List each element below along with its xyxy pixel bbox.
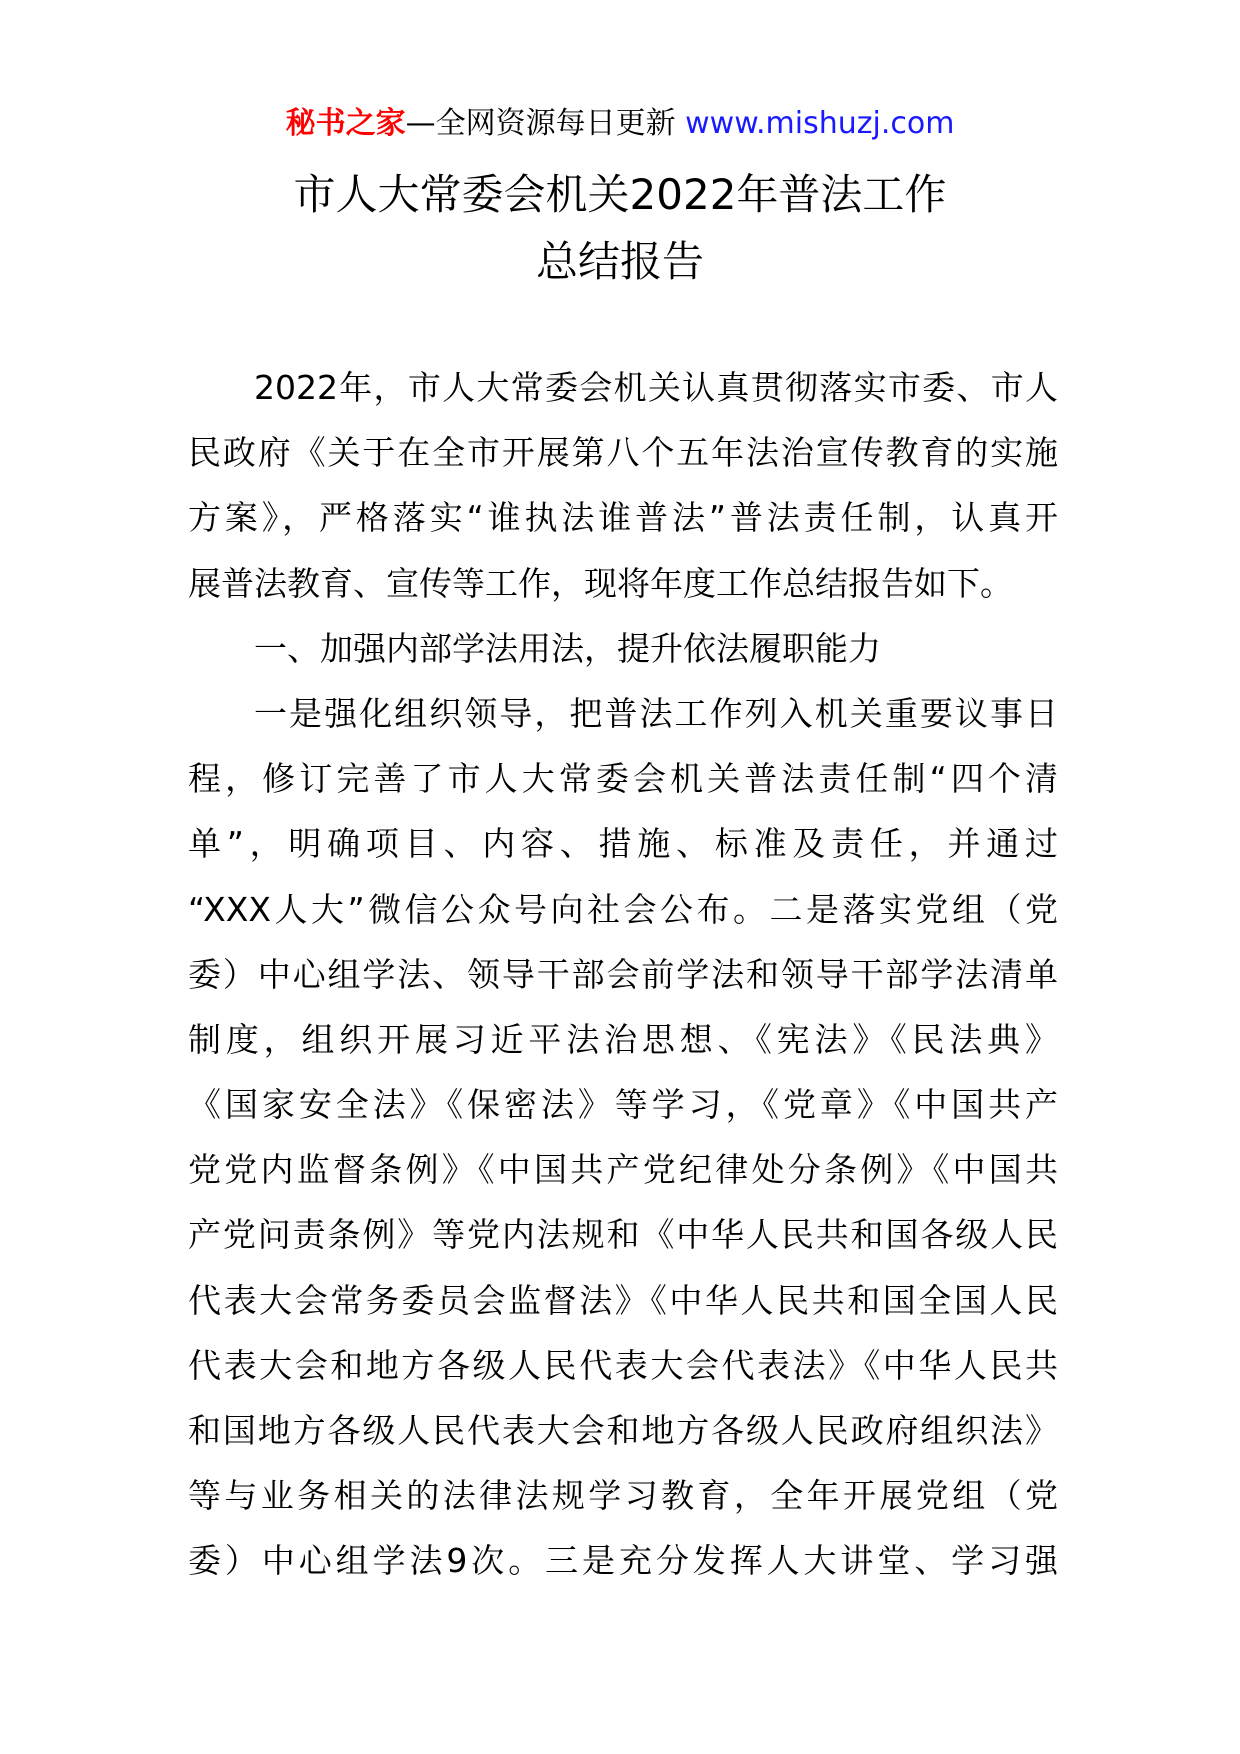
site-brand: 秘书之家 — [285, 106, 406, 141]
document-body — [188, 355, 1058, 1594]
site-url-link[interactable]: www.mishuzj.com — [685, 106, 955, 141]
document-title-line-2: 总结报告 — [535, 237, 704, 286]
site-header — [0, 100, 1240, 148]
paragraph-line: 代表大会常务委员会监督法》《中华人民共和国全国人民 — [188, 1280, 1058, 1320]
site-tagline: —全网资源每日更新 — [405, 106, 676, 141]
paragraph-line: 委）中心组学法、领导干部会前学法和领导干部学法清单 — [188, 954, 1058, 994]
paragraph-intro-line: 展普法教育、宣传等工作，现将年度工作总结报告如下。 — [188, 563, 1013, 603]
paragraph-intro-line: 方案》，严格落实“谁执法谁普法”普法责任制，认真开 — [188, 498, 1058, 538]
paragraph-line: 产党问责条例》等党内法规和《中华人民共和国各级人民 — [188, 1215, 1058, 1255]
paragraph-line: 等与业务相关的法律法规学习教育，全年开展党组（党 — [188, 1476, 1058, 1516]
section-heading: 一、加强内部学法用法，提升依法履职能力 — [254, 628, 881, 668]
document-title-line-1: 市人大常委会机关2022年普法工作 — [293, 170, 947, 219]
paragraph-line: 制度，组织开展习近平法治思想、《宪法》《民法典》 — [188, 1019, 1058, 1059]
paragraph-line: 代表大会和地方各级人民代表大会代表法》《中华人民共 — [188, 1345, 1058, 1385]
paragraph-line: 单”，明确项目、内容、措施、标准及责任，并通过 — [188, 824, 1058, 864]
paragraph-line: “XXX人大”微信公众号向社会公布。二是落实党组（党 — [188, 889, 1058, 929]
paragraph-intro-line: 2022年，市人大常委会机关认真贯彻落实市委、市人 — [254, 368, 1058, 407]
paragraph-line: 程，修订完善了市人大常委会机关普法责任制“四个清 — [188, 759, 1058, 799]
paragraph-line: 委）中心组学法9次。三是充分发挥人大讲堂、学习强 — [188, 1541, 1058, 1581]
paragraph-intro-line: 民政府《关于在全市开展第八个五年法治宣传教育的实施 — [188, 433, 1058, 473]
paragraph-line: 党党内监督条例》《中国共产党纪律处分条例》《中国共 — [188, 1150, 1058, 1190]
paragraph-line: 《国家安全法》《保密法》等学习，《党章》《中国共产 — [188, 1085, 1058, 1125]
paragraph-line: 和国地方各级人民代表大会和地方各级人民政府组织法》 — [188, 1411, 1058, 1450]
paragraph-line: 一是强化组织领导，把普法工作列入机关重要议事日 — [254, 693, 1058, 733]
